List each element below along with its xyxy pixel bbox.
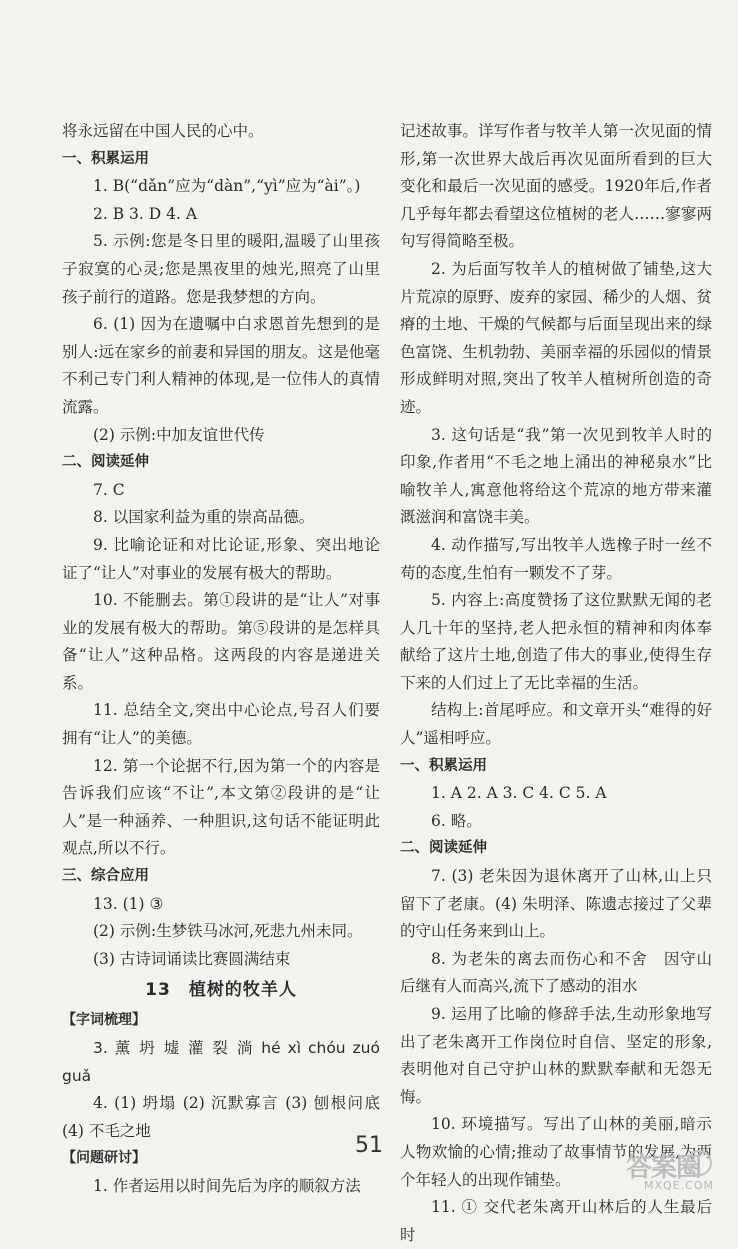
subsection-heading: 【字词梳理】 [62, 1012, 146, 1029]
paragraph: 2. 为后面写牧羊人的植树做了铺垫,这大片荒凉的原野、废弃的家园、稀少的人烟、贫瘠的土地、干燥的气候都与后面呈现出来的绿色富饶、生机勃勃、美丽幸福的乐园似的情景形成鲜明对照,突出了牧羊人植树所创造的奇迹。 [400, 259, 712, 416]
paragraph: 1. 作者运用以时间先后为序的顺叙方法 [93, 1176, 361, 1195]
page-number: 51 [355, 1133, 383, 1158]
paragraph: 9. 比喻论证和对比论证,形象、突出地论证了“让人”对事业的发展有极大的帮助。 [62, 535, 380, 582]
paragraph: 5. 示例:您是冬日里的暖阳,温暖了山里孩子寂寞的心灵;您是黑夜里的烛光,照亮了山里孩子前行的道路。您是我梦想的方向。 [62, 232, 380, 306]
paragraph: 将永远留在中国人民的心中。 [62, 122, 264, 140]
subsection-heading: 【问题研讨】 [62, 1150, 146, 1167]
lesson-title: 13 植树的牧羊人 [145, 980, 297, 1001]
watermark-url: MXQE.COM [644, 1179, 714, 1192]
paragraph: 10. 不能删去。第①段讲的是“让人”对事业的发展有极大的帮助。第⑤段讲的是怎样具备“让人”这种品格。这两段的内容是递进关系。 [62, 591, 380, 692]
paragraph: 1. B(“dǎn”应为“dàn”,“yì”应为“ài”。) [93, 177, 361, 196]
paragraph: 5. 内容上:高度赞扬了这位默默无闻的老人几十年的坚持,老人把永恒的精神和肉体奉献给了这片土地,创造了伟大的事业,使得生存下来的人们过上了无比幸福的生活。 [400, 591, 712, 692]
watermark-logo-text: 答案圈 [626, 1153, 702, 1183]
paragraph: 8. 以国家利益为重的崇高品德。 [93, 508, 315, 527]
section-heading: 二、阅读延伸 [400, 840, 487, 857]
paragraph: 10. 环境描写。写出了山林的美丽,暗示人物欢愉的心情;推动了故事情节的发展,为两个年轻人的出现作铺垫。 [400, 1115, 712, 1189]
paragraph: (2) 示例:中加友谊世代传 [93, 425, 265, 444]
paragraph: 12. 第一个论据不行,因为第一个的内容是告诉我们应该“不让”,本文第②段讲的是“让人”是一种涵养、一种胆识,这句话不能证明此观点,所以不行。 [62, 756, 380, 858]
watermark-ring-icon [686, 1150, 712, 1176]
section-heading: 三、综合应用 [62, 868, 149, 885]
paragraph: 4. 动作描写,写出牧羊人选橡子时一丝不苟的态度,生怕有一颗发不了芽。 [400, 535, 712, 582]
paragraph: 4. (1) 坍塌 (2) 沉默寡言 (3) 刨根问底 (4) 不毛之地 [62, 1094, 380, 1140]
section-heading: 二、阅读延伸 [62, 454, 149, 471]
paragraph: 6. (1) 因为在遗嘱中白求恩首先想到的是别人:远在家乡的前妻和异国的朋友。这是他毫不利己专门利人精神的体现,是一位伟人的真情流露。 [62, 315, 380, 416]
paragraph: 13. (1) ③ [93, 894, 164, 913]
paragraph: 9. 运用了比喻的修辞手法,生动形象地写出了老朱离开工作岗位时自信、坚定的形象,表明他对自己守护山林的默默奉献和无怨无悔。 [400, 1005, 712, 1106]
left-column [62, 118, 380, 1201]
paragraph: 3. 这句话是“我”第一次见到牧羊人时的印象,作者用“不毛之地上涌出的神秘泉水”比喻牧羊人,寓意他将给这个荒凉的地方带来灌溉滋润和富饶丰美。 [400, 425, 712, 527]
paragraph: (2) 示例:生梦铁马冰河,死悲九州未同。 [93, 922, 363, 941]
right-column [400, 118, 712, 1249]
section-heading: 一、积累运用 [62, 150, 149, 167]
paragraph: 7. (3) 老朱因为退休离开了山林,山上只留下了老康。(4) 朱明泽、陈遗志接过了父辈的守山任务来到山上。 [400, 867, 712, 941]
paragraph: 8. 为老朱的离去而伤心和不舍 因守山后继有人而高兴,流下了感动的泪水 [400, 949, 712, 996]
paragraph: 7. C [93, 480, 125, 499]
paragraph: 1. A 2. A 3. C 4. C 5. A [431, 784, 607, 803]
section-heading: 一、积累运用 [400, 757, 487, 774]
paragraph: 结构上:首尾呼应。和文章开头“难得的好人”遥相呼应。 [400, 701, 712, 748]
paragraph: 记述故事。详写作者与牧羊人第一次见面的情形,第一次世界大战后再次见面所看到的巨大变化和最后一次见面的感受。1920年后,作者几乎每年都去看望这位植树的老人……寥寥两句写得简略至极。 [400, 122, 712, 251]
paragraph: (3) 古诗词诵读比赛圆满结束 [93, 949, 291, 968]
paragraph: 11. ① 交代老朱离开山林后的人生最后时 [400, 1198, 712, 1244]
watermark-logo [626, 1147, 718, 1195]
paragraph: 2. B 3. D 4. A [93, 204, 198, 223]
paragraph: 11. 总结全文,突出中心论点,号召人们要拥有“让人”的美德。 [62, 701, 380, 748]
paragraph: 6. 略。 [431, 811, 482, 830]
paragraph: 3. 薰 坍 墟 灌 裂 淌 hé xì chóu zuó guǎ [62, 1039, 380, 1085]
